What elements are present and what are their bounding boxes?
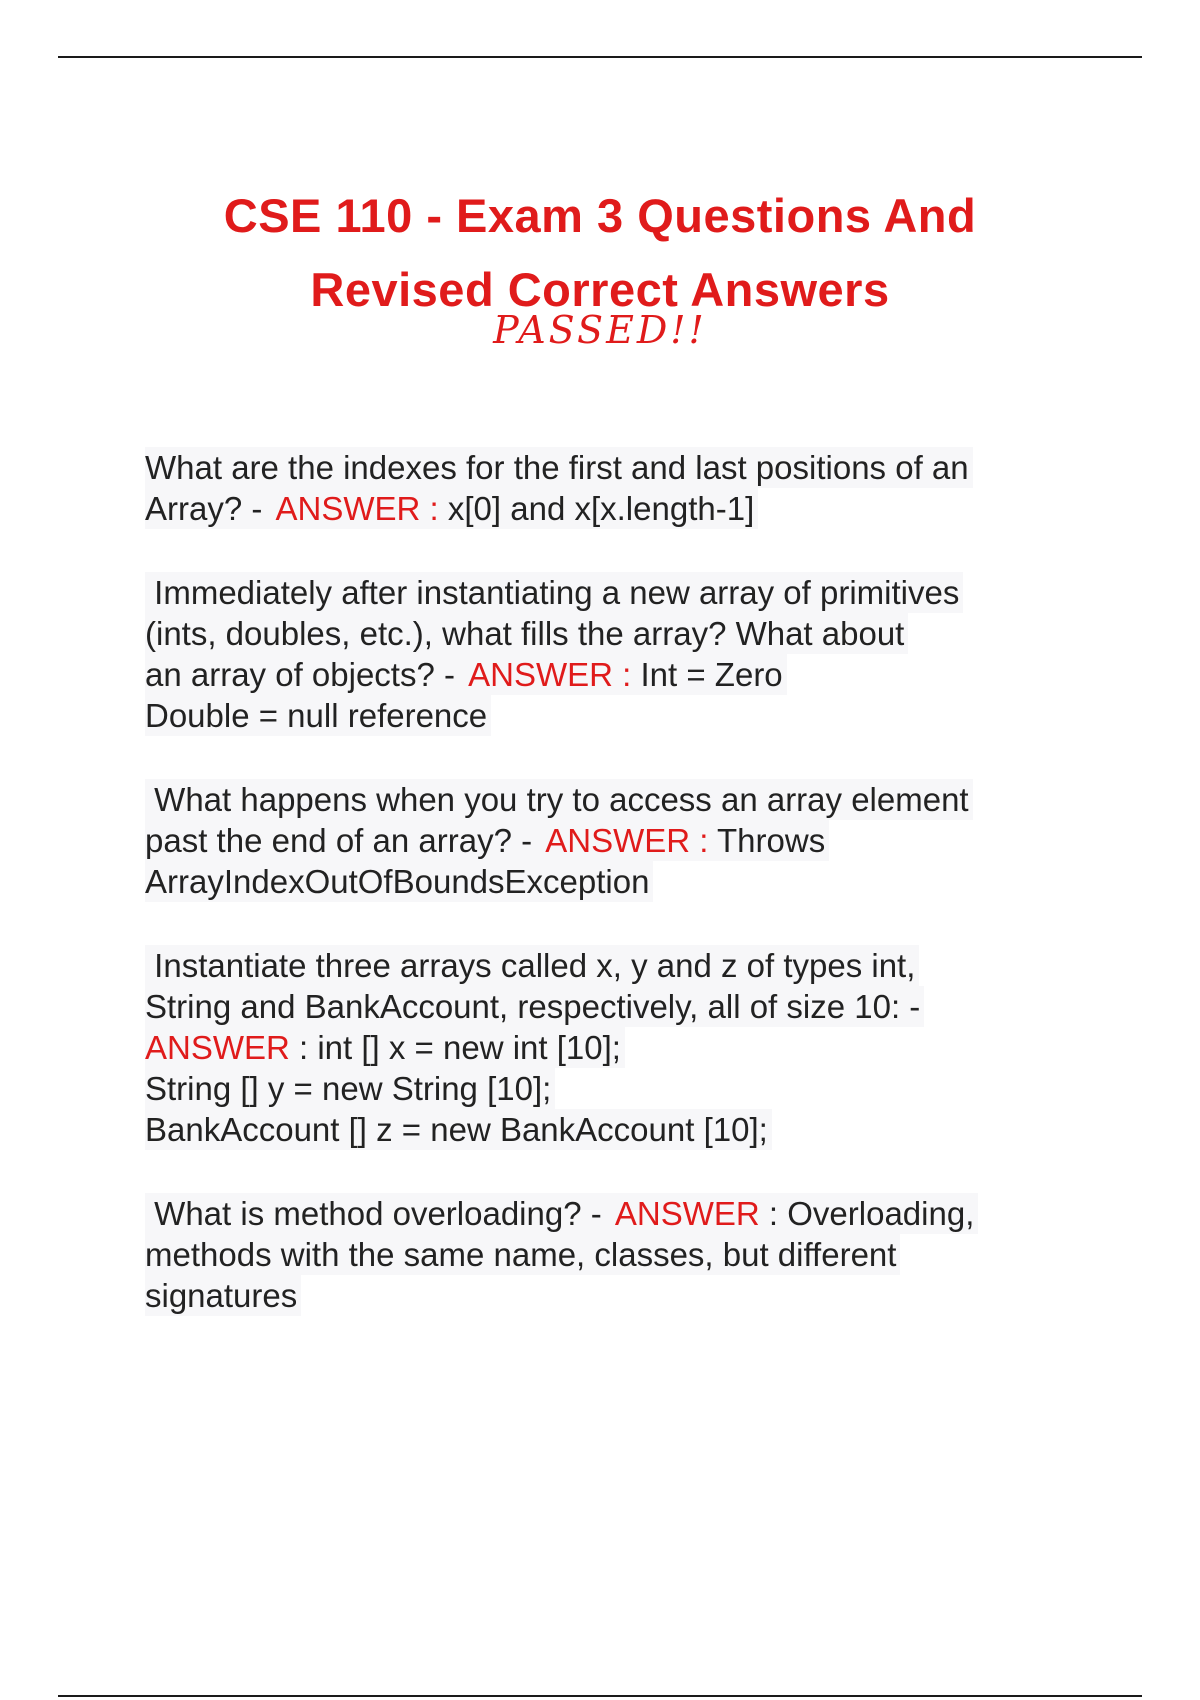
qa-line (145, 695, 491, 736)
qa-line (145, 779, 973, 820)
qa-line (145, 986, 924, 1027)
passed-stamp: PASSED!! (493, 308, 707, 352)
qa-line (145, 1275, 301, 1316)
qa-line (145, 1193, 978, 1234)
answer-text: BankAccount [] z = new BankAccount [10]; (145, 1111, 768, 1148)
top-rule (58, 56, 1142, 58)
answer-text: signatures (145, 1277, 298, 1314)
title-line-1: CSE 110 - Exam 3 Questions And (223, 189, 977, 243)
qa-line (145, 1027, 625, 1068)
qa-line (145, 572, 963, 613)
answer-text: String [] y = new String [10]; (145, 1070, 552, 1107)
qa-line (145, 1109, 772, 1150)
answer-text: methods with the same name, classes, but different (145, 1236, 897, 1273)
question-text: Immediately after instantiating a new array of primitives (145, 574, 960, 611)
question-text: What is method overloading? - (145, 1195, 611, 1232)
answer-text: Int = Zero (631, 656, 783, 693)
document-title (100, 179, 1100, 327)
question-text: Instantiate three arrays called x, y and z of types int, (145, 947, 916, 984)
question-text: past the end of an array? - (145, 822, 542, 859)
answer-label: ANSWER : (275, 490, 439, 527)
qa-item (145, 1193, 1075, 1316)
qa-line (145, 447, 973, 488)
qa-list (145, 447, 1075, 1359)
qa-line (145, 1068, 555, 1109)
question-text: (ints, doubles, etc.), what fills the array? What about (145, 615, 905, 652)
qa-item (145, 945, 1075, 1150)
qa-line (145, 488, 758, 529)
question-text: String and BankAccount, respectively, all of size 10: - (145, 988, 921, 1025)
answer-text: : Overloading, (759, 1195, 975, 1232)
answer-text: ArrayIndexOutOfBoundsException (145, 863, 650, 900)
answer-label: ANSWER : (545, 822, 709, 859)
answer-label: ANSWER : (468, 656, 632, 693)
qa-line (145, 820, 829, 861)
qa-line (145, 945, 919, 986)
answer-label: ANSWER (614, 1195, 760, 1232)
qa-item (145, 572, 1075, 736)
qa-line (145, 613, 908, 654)
question-text: Array? - (145, 490, 272, 527)
qa-item (145, 779, 1075, 902)
question-text: an array of objects? - (145, 656, 465, 693)
answer-text: Throws (708, 822, 826, 859)
answer-text: : int [] x = new int [10]; (289, 1029, 621, 1066)
answer-text: x[0] and x[x.length-1] (438, 490, 755, 527)
question-text: What happens when you try to access an array element (145, 781, 969, 818)
qa-item (145, 447, 1075, 529)
qa-line (145, 861, 653, 902)
qa-line (145, 654, 787, 695)
title-line-2: Revised Correct Answers (310, 263, 890, 317)
qa-line (145, 1234, 900, 1275)
bottom-rule (58, 1695, 1142, 1697)
answer-text: Double = null reference (145, 697, 488, 734)
answer-label: ANSWER (145, 1029, 290, 1066)
question-text: What are the indexes for the first and last positions of an (145, 449, 969, 486)
